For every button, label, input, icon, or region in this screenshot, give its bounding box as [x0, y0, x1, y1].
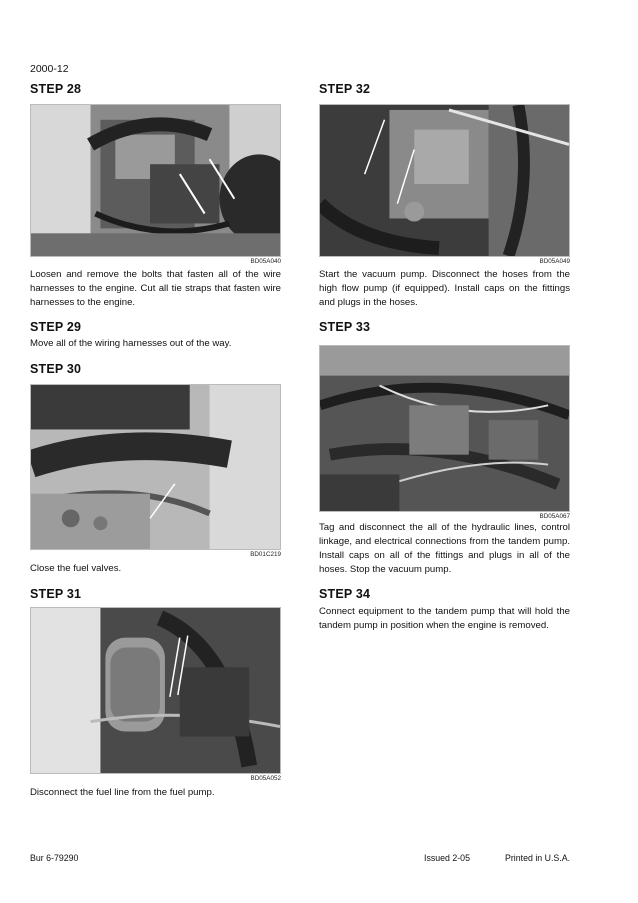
- step-34-text: Connect equipment to the tandem pump that will hold the tandem pump in position when the engine is removed.: [319, 606, 570, 631]
- step-31-title: STEP 31: [30, 587, 82, 601]
- step-29-text: Move all of the wiring harnesses out of the way.: [30, 338, 232, 349]
- step-33-text: Tag and disconnect the all of the hydraulic lines, control linkage, and electrical connections from the tandem pump. Install caps on all of the fittings and plugs in all of the hoses. Stop the vacuum pump.: [319, 522, 570, 575]
- step-33-title: STEP 33: [319, 320, 371, 334]
- footer-printed: Printed in U.S.A.: [505, 853, 571, 863]
- footer-doc-number: Bur 6-79290: [30, 853, 79, 863]
- step-31-figure-id: BD05A052: [250, 775, 281, 782]
- step-30-photo: [30, 384, 281, 550]
- footer-issued: Issued 2-05: [424, 853, 470, 863]
- step-32-figure-id: BD05A049: [539, 258, 570, 265]
- step-30-figure-id: BD01C219: [250, 551, 281, 558]
- step-31-photo: [30, 607, 281, 774]
- step-28-photo: [30, 104, 281, 257]
- step-32-photo: [319, 104, 570, 257]
- step-28-text: Loosen and remove the bolts that fasten all of the wire harnesses to the engine. Cut all tie straps that fasten wire harnesses to the engine.: [30, 269, 281, 308]
- step-30-text: Close the fuel valves.: [30, 563, 122, 574]
- document-date: 2000-12: [30, 63, 69, 75]
- step-32-text: Start the vacuum pump. Disconnect the hoses from the high flow pump (if equipped). Install caps on the fittings and plugs in the hoses.: [319, 269, 570, 308]
- step-29-title: STEP 29: [30, 320, 82, 334]
- step-32-title: STEP 32: [319, 82, 371, 96]
- step-33-figure-id: BD05A067: [539, 513, 570, 520]
- step-28-title: STEP 28: [30, 82, 82, 96]
- step-31-text: Disconnect the fuel line from the fuel pump.: [30, 787, 215, 798]
- step-28-figure-id: BD05A040: [250, 258, 281, 265]
- step-34-title: STEP 34: [319, 587, 371, 601]
- step-30-title: STEP 30: [30, 362, 82, 376]
- step-33-photo: [319, 345, 570, 512]
